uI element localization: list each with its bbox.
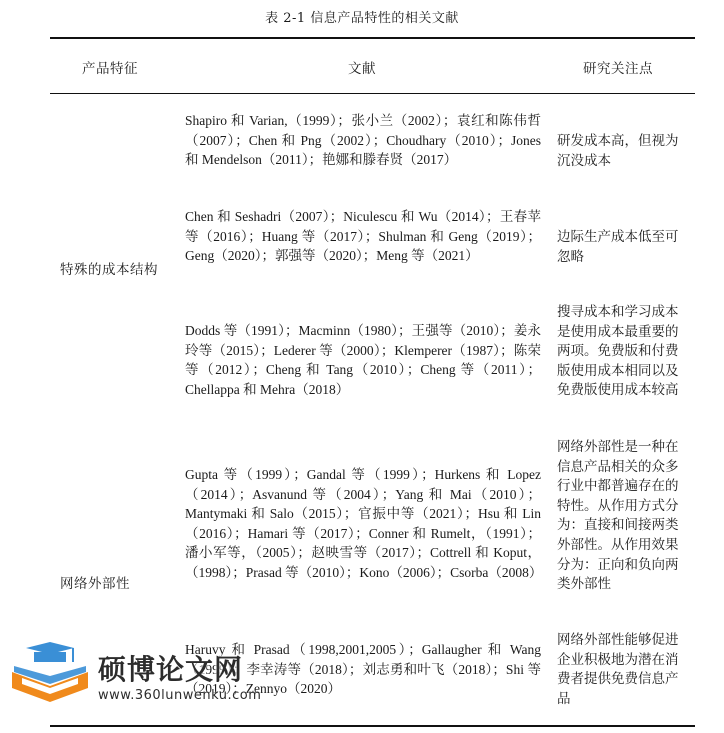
header-rule (50, 93, 695, 94)
watermark-url: www.360lunwenku.com (98, 688, 262, 703)
row-4-focus: 网络外部性是一种在信息产品相关的众多行业中都普遍存在的特性。从作用方式分为：直接和间接两类外部性。从作用效果分为：正向和负向两类外部性 (557, 439, 679, 592)
top-rule (50, 37, 695, 39)
row-2-focus: 边际生产成本低至可忽略 (557, 229, 679, 264)
watermark-title: 硕博论文网 (98, 653, 244, 686)
graduation-book-logo-icon (10, 642, 94, 704)
row-3-literature: Dodds 等（1991）；Macminn（1980）；王强等（2010）；姜永玲等（2015）；Lederer 等（2000）；Klemperer（1987）；陈荣等（2012）；Cheng 和 Tang（2010）；Cheng 等（2011）；Chellappa 和 Mehra（2018） (185, 323, 541, 397)
feature-network-externality: 网络外部性 (60, 576, 130, 592)
feature-cost-structure: 特殊的成本结构 (60, 262, 158, 278)
row-4-literature: Gupta 等（1999）；Gandal 等（1999）；Hurkens 和 Lopez（2014）；Asvanund 等（2004）；Yang 和 Mai（2010）；Mantymaki 和 Salo（2015）；官振中等（2021）；Hsu 和 Lin（2016）；Hamari 等（2017）；Conner 和 Rumelt，（1991）；潘小军等，（2005）；赵映雪等（2017）；Cottrell 和 Koput，（1998）；Prasad 等（2010）；Kono（2006）；Csorba（2008） (185, 467, 543, 580)
row-1-focus: 研发成本高，但视为沉没成本 (557, 133, 679, 168)
row-5-literature: Haruvy 和 Prasad（1998,2001,2005）；Gallaugher 和 Wang（1999）；李幸涛等（2018）；刘志勇和叶飞（2018）；Shi 等（2019）；Zennyo（2020） (185, 642, 541, 697)
header-focus: 研究关注点 (583, 61, 653, 77)
table-caption: 表 2-1 信息产品特性的相关文献 (265, 11, 459, 26)
row-2-literature: Chen 和 Seshadri（2007）；Niculescu 和 Wu（2014）；王春苹等（2016）；Huang 等（2017）；Shulman 和 Geng（2019）；Geng（2020）；郭强等（2020）；Meng 等（2021） (185, 209, 541, 264)
header-feature: 产品特征 (82, 61, 138, 77)
header-literature: 文献 (348, 61, 376, 77)
row-3-focus: 搜寻成本和学习成本是使用成本最重要的两项。免费版和付费版使用成本相同以及免费版使用成本较高 (557, 304, 679, 398)
row-5-focus: 网络外部性能够促进企业积极地为潜在消费者提供免费信息产品 (557, 632, 679, 706)
bottom-rule (50, 725, 695, 727)
row-1-literature: Shapiro 和 Varian,（1999）；张小兰（2002）；袁红和陈伟哲（2007）；Chen 和 Png（2002）；Choudhary（2010）；Jones 和 Mendelson（2011）；艳娜和滕春贤（2017） (185, 113, 541, 168)
